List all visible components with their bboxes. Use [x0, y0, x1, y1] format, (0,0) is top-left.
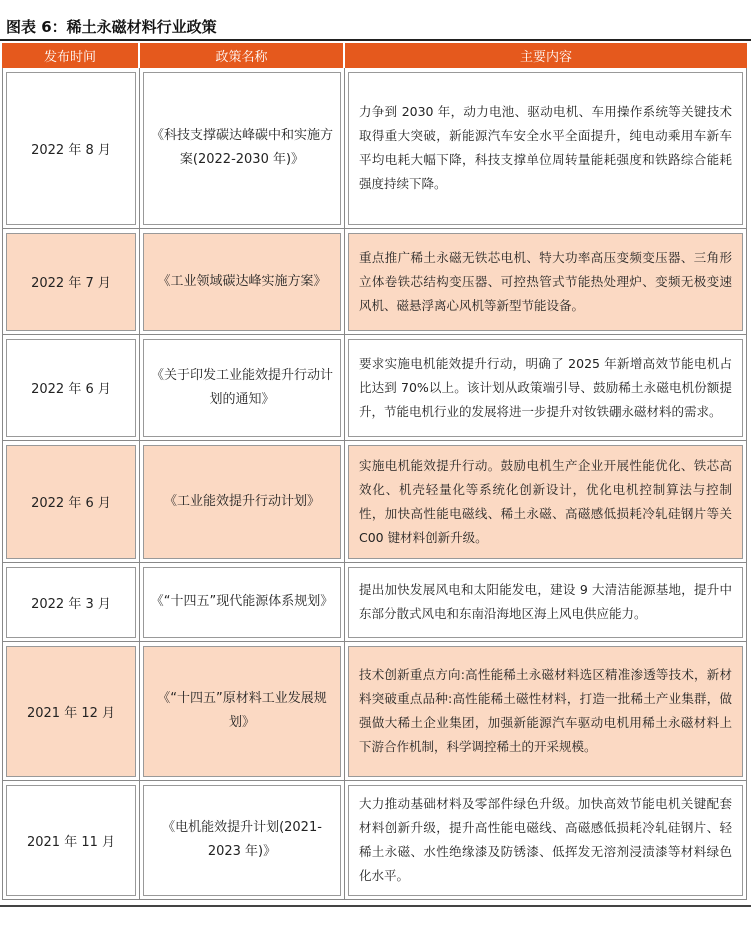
- policy-name-cell: 《电机能效提升计划(2021-2023 年)》: [143, 785, 341, 896]
- figure-title: 图表 6：稀土永磁材料行业政策: [6, 18, 217, 36]
- table-row: [2, 642, 747, 781]
- policy-name-cell: 《工业能效提升行动计划》: [143, 445, 341, 559]
- policy-table: [2, 43, 747, 900]
- title-rule: [0, 39, 751, 41]
- policy-name-cell: 《科技支撑碳达峰碳中和实施方案(2022-2030 年)》: [143, 72, 341, 225]
- date-cell: 2022 年 8 月: [6, 72, 136, 225]
- policy-name-cell: 《工业领域碳达峰实施方案》: [143, 233, 341, 331]
- content-cell: 提出加快发展风电和太阳能发电，建设 9 大清洁能源基地，提升中东部分散式风电和东南沿海地区海上风电供应能力。: [348, 567, 743, 638]
- header-date: 发布时间: [2, 43, 140, 68]
- table-row: [2, 441, 747, 563]
- policy-name-cell: 《“十四五”现代能源体系规划》: [143, 567, 341, 638]
- content-cell: 力争到 2030 年，动力电池、驱动电机、车用操作系统等关键技术取得重大突破，新能源汽车安全水平全面提升，纯电动乘用车新车平均电耗大幅下降，科技支撑单位周转量能耗强度和铁路综合能耗强度持续下降。: [348, 72, 743, 225]
- table-row: [2, 781, 747, 900]
- table-row: [2, 335, 747, 441]
- bottom-rule: [0, 905, 751, 907]
- policy-name-cell: 《“十四五”原材料工业发展规划》: [143, 646, 341, 777]
- date-cell: 2022 年 3 月: [6, 567, 136, 638]
- date-cell: 2021 年 11 月: [6, 785, 136, 896]
- date-cell: 2021 年 12 月: [6, 646, 136, 777]
- content-cell: 大力推动基础材料及零部件绿色升级。加快高效节能电机关键配套材料创新升级，提升高性能电磁线、高磁感低损耗冷轧硅钢片、轻稀土永磁、水性绝缘漆及防锈漆、低挥发无溶剂浸渍漆等材料绿色化水平。: [348, 785, 743, 896]
- content-cell: 要求实施电机能效提升行动，明确了 2025 年新增高效节能电机占比达到 70%以上。该计划从政策端引导、鼓励稀土永磁电机份额提升，节能电机行业的发展将进一步提升对钕铁硼永磁材料的需求。: [348, 339, 743, 437]
- date-cell: 2022 年 6 月: [6, 339, 136, 437]
- table-row: [2, 229, 747, 335]
- content-cell: 重点推广稀土永磁无铁芯电机、特大功率高压变频变压器、三角形立体卷铁芯结构变压器、可控热管式节能热处理炉、变频无极变速风机、磁悬浮离心风机等新型节能设备。: [348, 233, 743, 331]
- policy-name-cell: 《关于印发工业能效提升行动计划的通知》: [143, 339, 341, 437]
- table-header-row: [2, 43, 747, 68]
- table-row: [2, 563, 747, 642]
- content-cell: 实施电机能效提升行动。鼓励电机生产企业开展性能优化、铁芯高效化、机壳轻量化等系统化创新设计，优化电机控制算法与控制性，加快高性能电磁线、稀土永磁、高磁感低损耗冷轧硅钢片等关 C00 键材料创新升级。: [348, 445, 743, 559]
- date-cell: 2022 年 6 月: [6, 445, 136, 559]
- header-policy-name: 政策名称: [140, 43, 345, 68]
- date-cell: 2022 年 7 月: [6, 233, 136, 331]
- content-cell: 技术创新重点方向:高性能稀土永磁材料选区精准渗透等技术，新材料突破重点品种:高性能稀土磁性材料，打造一批稀土产业集群，做强做大稀土企业集团，加强新能源汽车驱动电机用稀土永磁材料上下游合作机制，科学调控稀土的开采规模。: [348, 646, 743, 777]
- header-content: 主要内容: [345, 43, 747, 68]
- table-row: [2, 68, 747, 229]
